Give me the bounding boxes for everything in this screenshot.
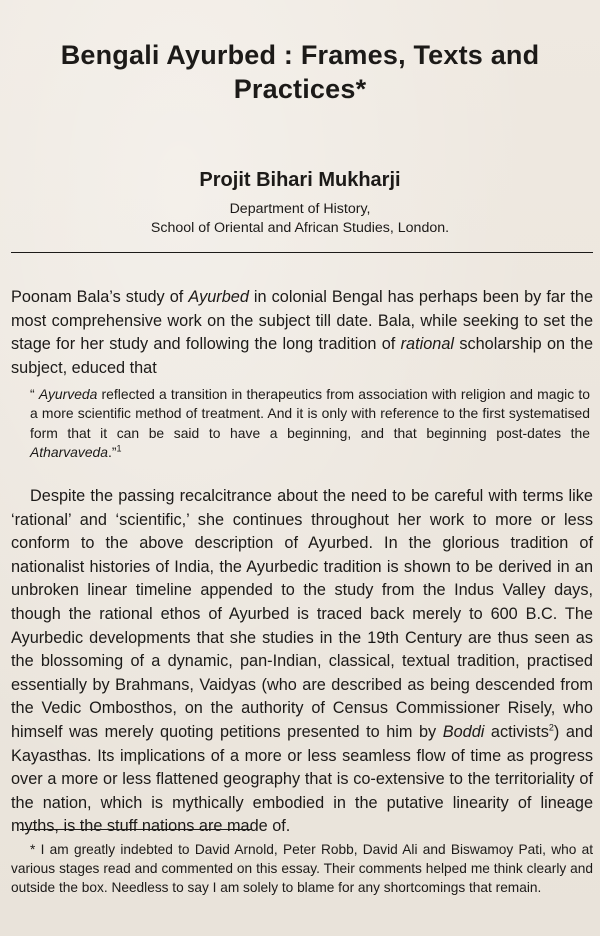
text-run: ) and Kayasthas. Its implications of a more or less seamless flow of time as progress over a more or less flattened geography that is co-extensive to the territoriality of the nation, which is mythically embodied in the putative linearity of lineage myths, is the stuff nations are made of. (11, 722, 593, 836)
italic-term: rational (400, 335, 455, 354)
paragraph-intro (11, 286, 593, 380)
affiliation-department: Department of History, (229, 201, 371, 217)
text-run: “ (30, 386, 39, 402)
footnote: * I am greatly indebted to David Arnold, Peter Robb, David Ali and Biswamoy Pati, who at various stages read and commented on this essay. Their comments helped me think clearly and outside the box. Needless to say I am solely to blame for any shortcomings that remain. (11, 842, 593, 895)
text-run: Poonam Bala’s study of (11, 288, 189, 306)
author-name: Projit Bihari Mukharji (199, 169, 401, 191)
article-title: Bengali Ayurbed : Frames, Texts and Practices* (60, 40, 540, 104)
italic-term: Ayurbed (188, 288, 249, 306)
header-divider (11, 252, 593, 253)
block-quote (30, 385, 590, 463)
footnote-marker: 2 (548, 722, 554, 733)
italic-term: Atharvaveda (30, 444, 108, 461)
affiliation-institution: School of Oriental and African Studies, London. (150, 220, 450, 236)
text-run: scholarship on the subject, educed that (11, 335, 593, 377)
text-run: reflected a transition in therapeutics from association with religion and magic to a more scientific method of treatment. And it is only with reference to the first systematised form that it can be said to have a beginning, and that beginning post-dates the (30, 386, 590, 441)
text-run: in colonial Bengal has perhaps been by far the most comprehensive work on the subject till date. Bala, while seeking to set the stage for her study and following the long tradition of (11, 288, 593, 354)
text-run: .” (108, 444, 117, 461)
author-affiliation (20, 200, 580, 238)
footnote-marker: 1 (116, 443, 122, 454)
text-run: Despite the passing recalcitrance about the need to be careful with terms like ‘rational’ and ‘scientific,’ she continues throughout her work to more or less conform to the above description of Ayurbed. In the glorious tradition of nationalist histories of India, the Ayurbedic tradition is shown to be derived in an unbroken linear timeline appended to the study from the Indus Valley days, though the rational ethos of Ayurbed is traced back merely to 600 B.C. The Ayurbedic developments that she studies in the 19th Century are thus seen as the blossoming of a dynamic, pan-Indian, classical, textual tradition, practised essentially by Brahmans, Vaidyas (who are described as being descended from the Vedic Ombosthos, on the authority of Census Commissioner Risely, who himself was merely quoting petitions presented to him by (11, 487, 593, 741)
text-run: activists (484, 722, 549, 741)
italic-term: Boddi (442, 722, 485, 741)
paragraph-body (11, 485, 593, 839)
italic-term: Ayurveda (38, 386, 98, 402)
footnote-divider (20, 829, 252, 830)
